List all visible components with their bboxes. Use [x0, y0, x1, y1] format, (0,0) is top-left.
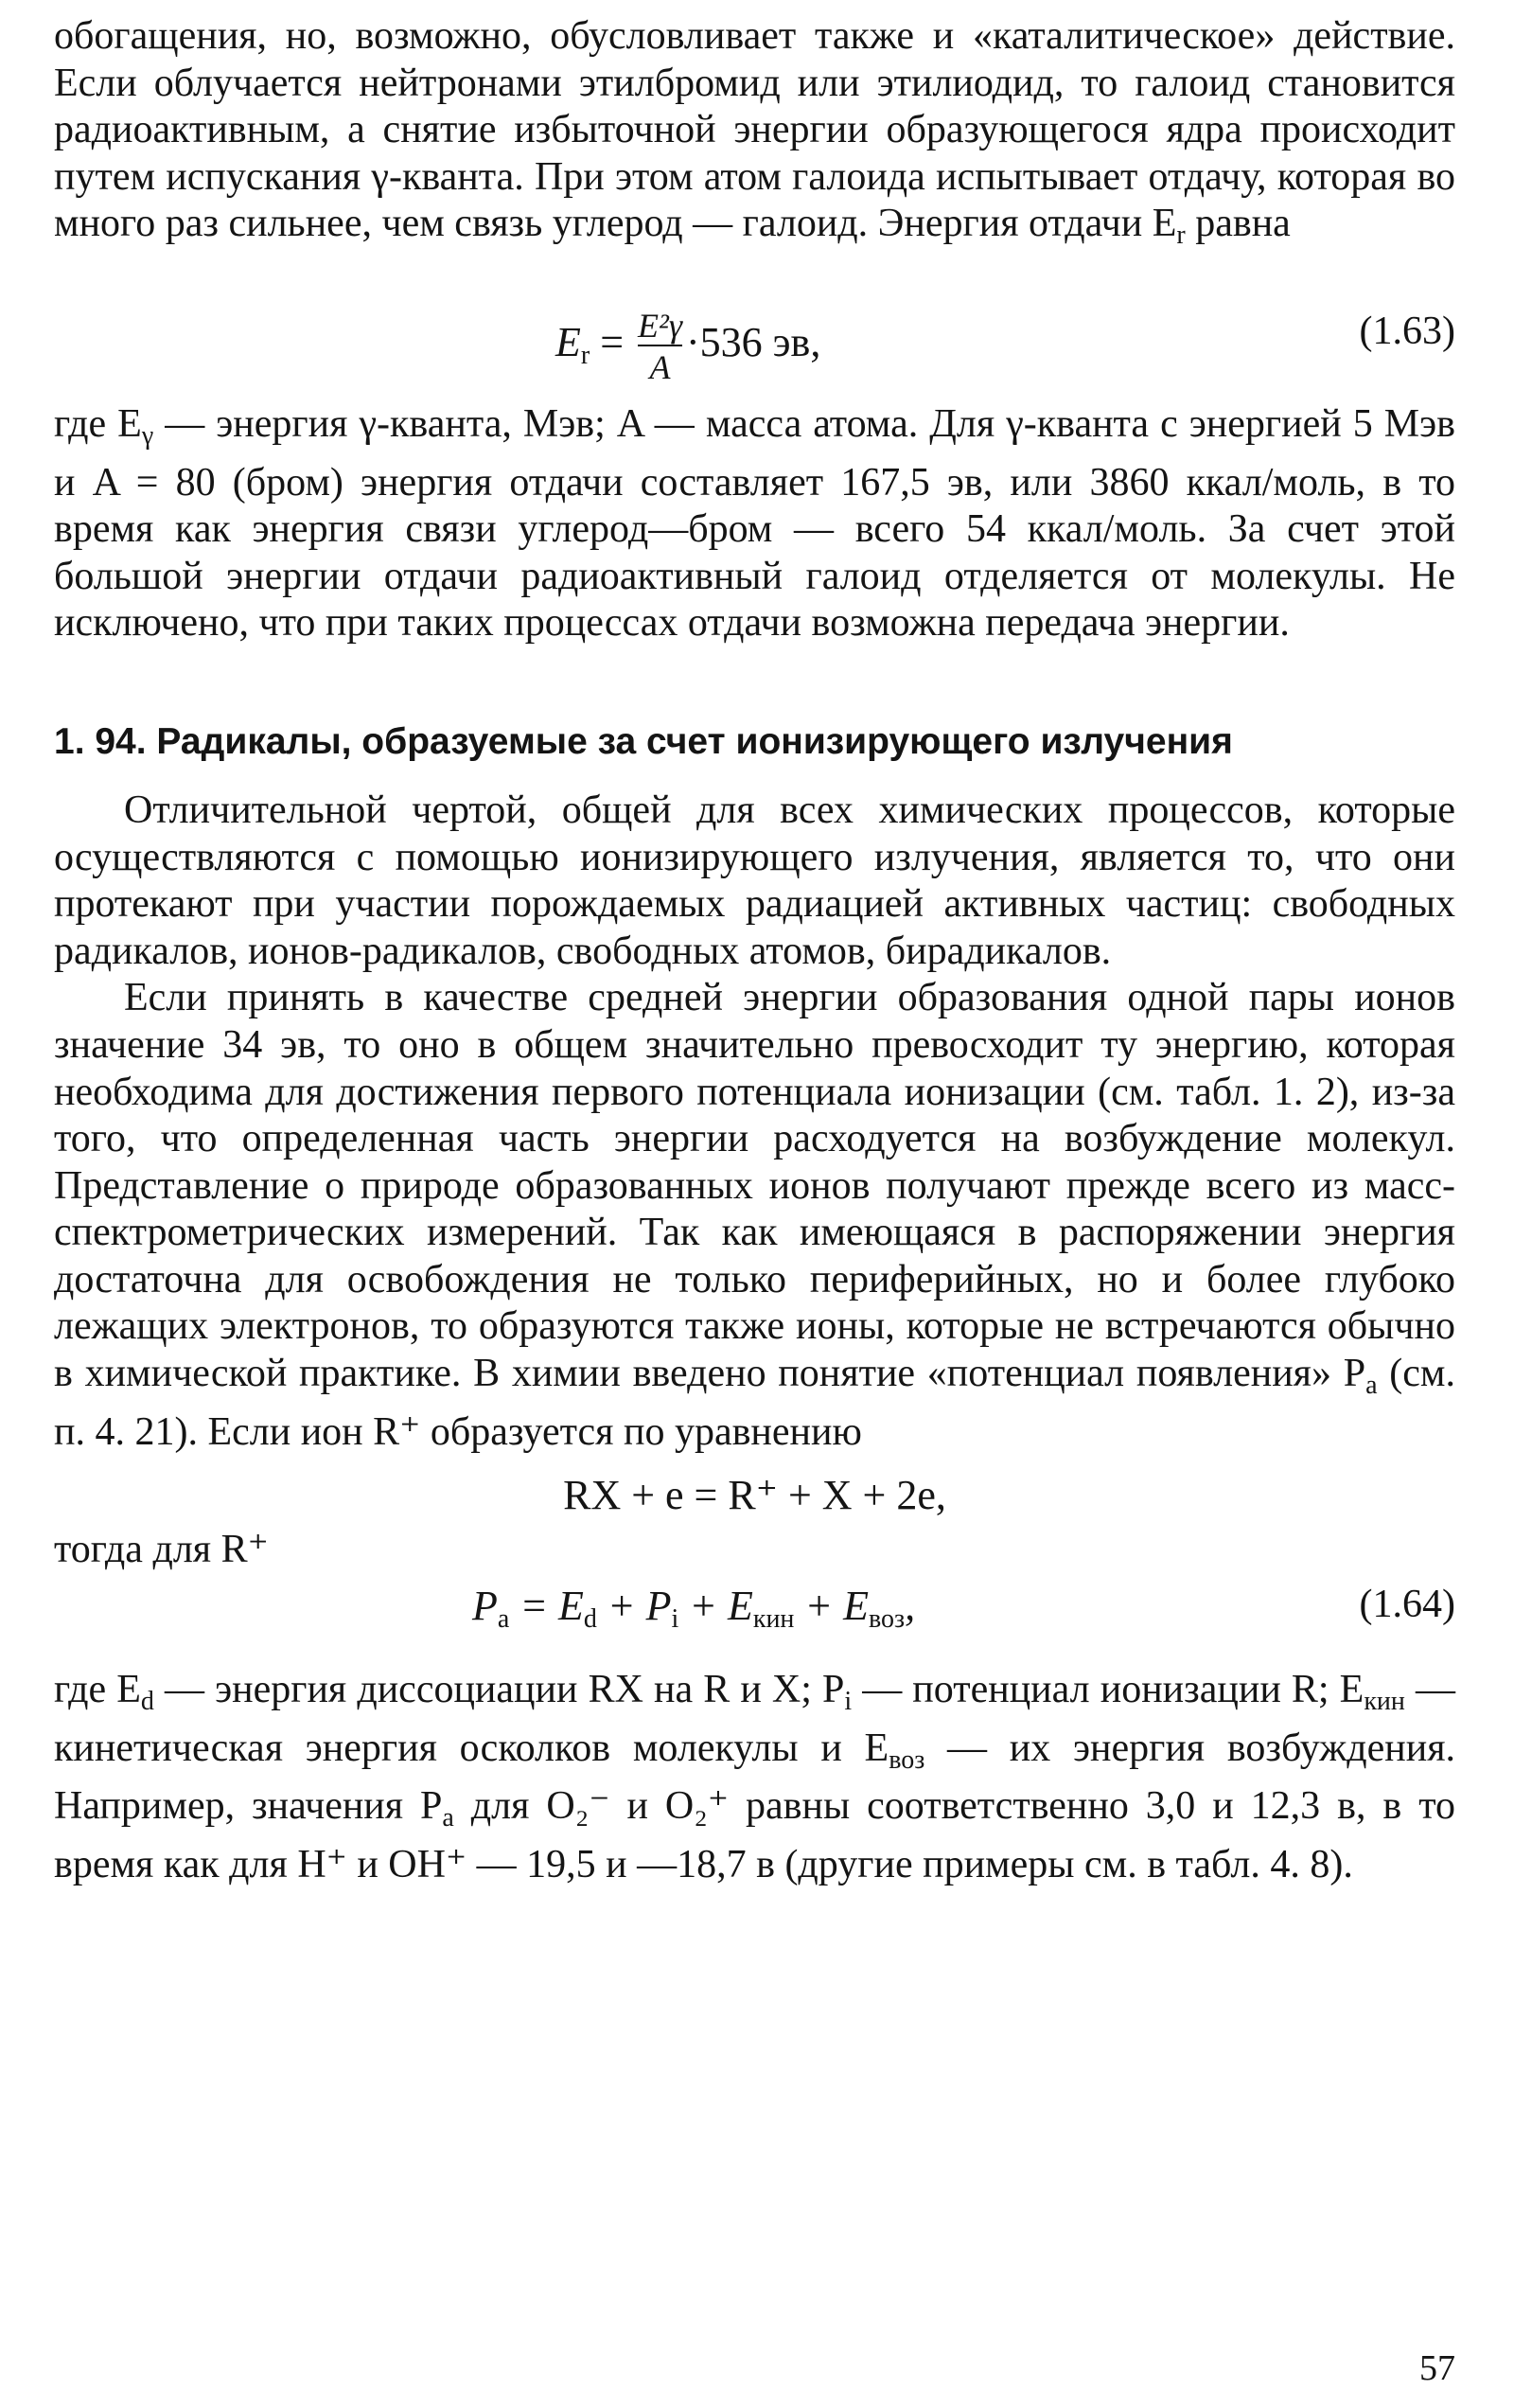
equation-rx: RX + e = R⁺ + X + 2e, [563, 1472, 946, 1519]
equation-number: (1.63) [1359, 309, 1455, 353]
then-for-r-plus: тогда для R⁺ [54, 1528, 269, 1572]
paragraph-gamma-energy: где $E_\gamma$ — энергия γ-кванта, Мэв; A — масса атома. Для γ-кванта с энергией 5 Мэв и A = 80 (бром) энергия отдачи составляет 167,5 эв, или 3860 ккал/моль, в то время как энергия связи углерод—бром — всего 54 ккал/моль. За счет этой большой энергии отдачи радиоактивный галоид отделяется от молекулы. Не исключено, что при таких процессах отдачи возможна передача энергии. [54, 401, 1455, 646]
fraction: $\frac{\text{E²γ}}{A}$ [638, 306, 683, 386]
paragraph-dissociation-energy: где $E_d$ — энергия диссоциации RX на R и X; $P_i$ — потенциал ионизации R; $E_{кин}$ — кинетическая энергия осколков молекулы и $E_{воз}$ — их энергия возбуждения. Например, значения $P_a$ для O₂⁻ и O₂⁺ равны соответственно 3,0 и 12,3 в, в то время как для H⁺ и OH⁺ — 19,5 и —18,7 в (другие примеры см. в табл. 4. 8). [54, 1668, 1456, 1887]
formula-expression: $P_a = E_d + P_i + E_{кин} + E_{воз}$, [472, 1583, 916, 1635]
paragraph-recoil-energy: обогащения, но, возможно, обусловливает также и «каталитическое» действие. Если облучается нейтронами этилбромид или этилиодид, то галоид становится радиоактивным, а снятие избыточной энергии образующегося ядра происходит путем испускания γ-кванта. При этом атом галоида испытывает отдачу, которая во много раз сильнее, чем связь углерод — галоид. Энергия отдачи $E_r$ равна [54, 14, 1455, 251]
paragraph-ion-pair-energy: Если принять в качестве средней энергии образования одной пары ионов значение 34 эв, то оно в общем значительно превосходит ту энергию, которая необходима для достижения первого потенциала ионизации (см. табл. 1. 2), из-за того, что определенная часть энергии расходуется на возбуждение молекул. Представление о природе образованных ионов получают прежде всего из масс-спектрометрических измерений. Так как имеющаяся в распоряжении энергия достаточна для освобождения не только периферийных, но и более глубоко лежащих электронов, то образуются также ионы, которые не встречаются обычно в химической практике. В химии введено понятие «потенциал появления» $P_a$ (см. п. 4. 21). Если ион R⁺ образуется по уравнению [54, 976, 1455, 1454]
formula-1-63 [54, 259, 1455, 401]
paragraph-ionizing-radiation: Отличительной чертой, общей для всех химических процессов, которые осуществляются с помощью ионизирующего излучения, является то, что они протекают при участии порождаемых радиацией активных частиц: свободных радикалов, ионов-радикалов, свободных атомов, бирадикалов. [54, 788, 1455, 973]
formula-1-64 [54, 1572, 1455, 1667]
formula-expression: $E_r$ = $\frac{\text{E²γ}}{A}$ ·536 эв, [555, 306, 821, 386]
page-number: 57 [1419, 2348, 1455, 2388]
section-heading: 1. 94. Радикалы, образуемые за счет ионизирующего излучения [54, 720, 1233, 762]
equation-number: (1.64) [1359, 1583, 1455, 1627]
